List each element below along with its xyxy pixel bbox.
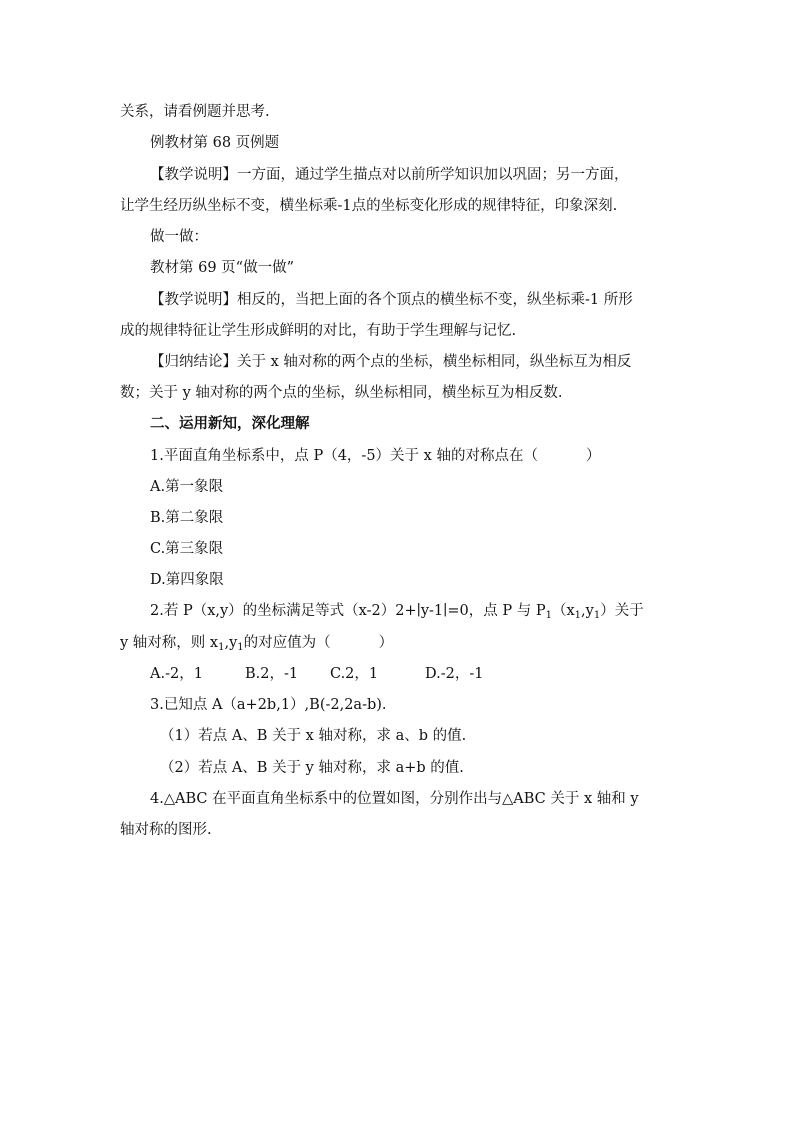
option-d: D.第四象限 bbox=[150, 572, 224, 588]
text-line: 成的规律特征让学生形成鲜明的对比，有助于学生理解与记忆. bbox=[120, 323, 517, 339]
text-line: 让学生经历纵坐标不变，横坐标乘-1点的坐标变化形成的规律特征，印象深刻. bbox=[120, 198, 618, 214]
option-c: C.第三象限 bbox=[150, 541, 224, 557]
option-a: A.-2，1 bbox=[150, 666, 203, 682]
text-span: 相反的，当把上面的各个顶点的横坐标不变，纵坐标乘-1 所形 bbox=[237, 292, 633, 308]
subscript: 1 bbox=[237, 642, 244, 653]
subscript: 1 bbox=[218, 642, 225, 653]
text-line: 数；关于 y 轴对称的两个点的坐标，纵坐标相同，横坐标互为相反数. bbox=[120, 385, 563, 401]
question-3-part-2: （2）若点 A、B 关于 y 轴对称，求 a+b 的值. bbox=[160, 760, 464, 776]
subscript: 1 bbox=[593, 610, 601, 621]
question-text: y 轴对称，则 x bbox=[120, 635, 219, 651]
teaching-note-1 bbox=[150, 165, 629, 185]
text-span: 关于 x 轴对称的两个点的坐标，横坐标相同，纵坐标互为相反 bbox=[237, 354, 632, 370]
option-b: B.第二象限 bbox=[150, 510, 224, 526]
option-c: C.2，1 bbox=[330, 666, 379, 682]
conclusion-label: 【归纳结论】 bbox=[150, 354, 237, 370]
question-2-options bbox=[150, 664, 483, 684]
question-3: 3.已知点 A（a+2b,1）,B(-2,2a-b). bbox=[150, 697, 387, 713]
example-reference: 例教材第 68 页例题 bbox=[150, 135, 280, 151]
question-text: 1.平面直角坐标系中，点 P（4，-5）关于 x 轴的对称点在（ bbox=[150, 448, 538, 464]
question-1 bbox=[150, 446, 600, 466]
question-2 bbox=[150, 601, 644, 621]
conclusion bbox=[150, 352, 631, 372]
question-text: ） bbox=[585, 448, 601, 464]
question-text: 的对应值为（ bbox=[243, 635, 331, 651]
section-heading: 二、运用新知，深化理解 bbox=[150, 415, 310, 432]
question-4: 4.△ABC 在平面直角坐标系中的位置如图，分别作出与△ABC 关于 x 轴和 y bbox=[150, 791, 639, 807]
try-it-reference: 教材第 69 页“做一做” bbox=[150, 260, 294, 276]
question-text: 2.若 P（x,y）的坐标满足等式（x-2）2+∣y-1∣=0，点 P 与 P bbox=[150, 603, 546, 619]
teaching-note-label: 【教学说明】 bbox=[150, 167, 237, 183]
question-text: ）关于 bbox=[600, 603, 644, 619]
text-line: 关系，请看例题并思考. bbox=[120, 104, 270, 120]
subscript: 1 bbox=[574, 610, 582, 621]
question-3-part-1: （1）若点 A、B 关于 x 轴对称，求 a、b 的值. bbox=[160, 728, 467, 744]
question-2-cont bbox=[120, 633, 393, 653]
question-text: ,y bbox=[581, 603, 594, 619]
question-text: （x bbox=[551, 603, 575, 619]
question-text: ） bbox=[378, 635, 394, 651]
teaching-note-2 bbox=[150, 290, 633, 310]
option-a: A.第一象限 bbox=[150, 479, 224, 495]
option-d: D.-2，-1 bbox=[425, 666, 484, 682]
question-4-cont: 轴对称的图形. bbox=[120, 822, 212, 838]
try-it-heading: 做一做： bbox=[150, 229, 208, 245]
subscript: 1 bbox=[545, 610, 552, 621]
text-span: 一方面，通过学生描点对以前所学知识加以巩固；另一方面， bbox=[237, 167, 629, 183]
teaching-note-label: 【教学说明】 bbox=[150, 292, 237, 308]
question-text: ,y bbox=[224, 635, 238, 651]
option-b: B.2，-1 bbox=[245, 666, 299, 682]
